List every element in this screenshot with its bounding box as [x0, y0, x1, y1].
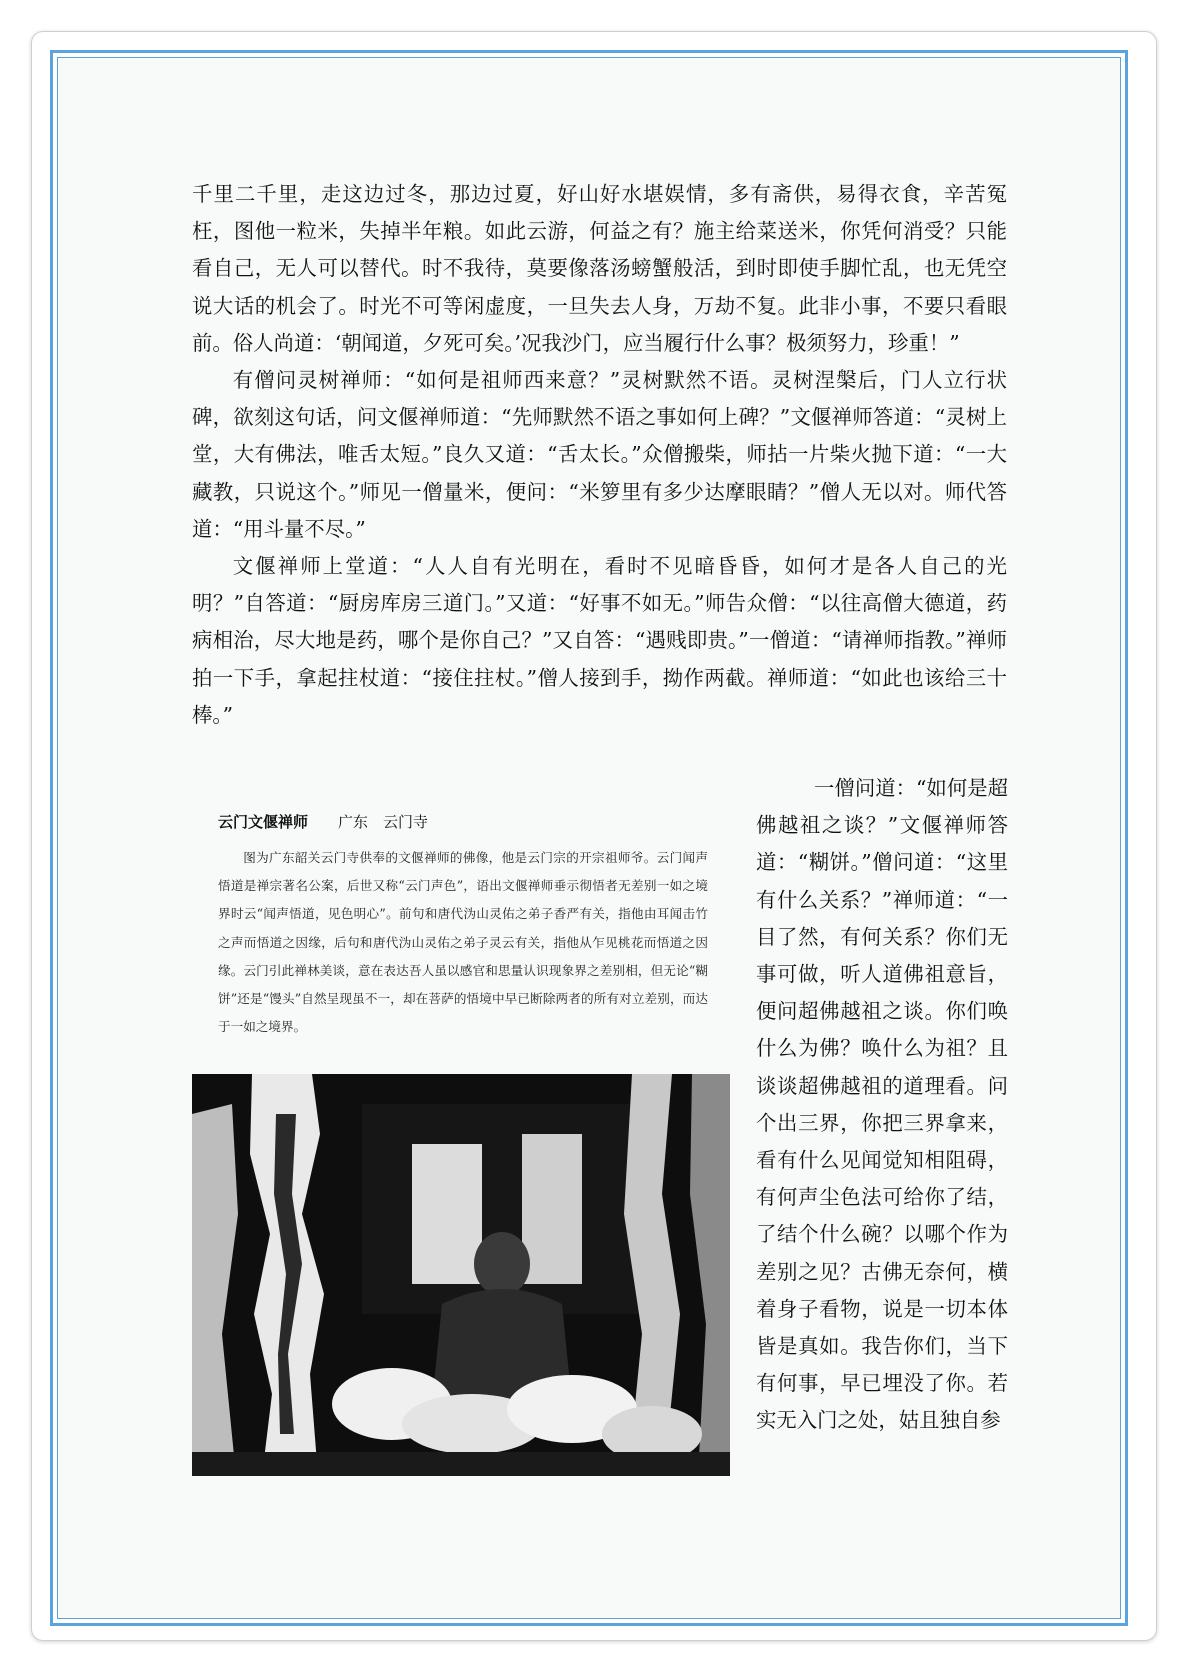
- paragraph-2: 有僧问灵树禅师：“如何是祖师西来意？”灵树默然不语。灵树涅槃后，门人立行状碑，欲刻这句话，问文偃禅师道：“先师默然不语之事如何上碑？”文偃禅师答道：“灵树上堂，大有佛法，唯舌太短。”良久又道：“舌太长。”众僧搬柴，师拈一片柴火抛下道：“一大藏教，只说这个。”师见一僧量米，便问：“米箩里有多少达摩眼睛？”僧人无以对。师代答道：“用斗量不尽。”: [192, 368, 1007, 541]
- side-column-first-line: 一僧问道：“如何是超: [814, 776, 1008, 800]
- paragraph-1: 千里二千里，走这边过冬，那边过夏，好山好水堪娱情，多有斋供，易得衣食，辛苦冤枉，图他一粒米，失掉半年粮。如此云游，何益之有？施主给菜送米，你凭何消受？只能看自己，无人可以替代。时不我待，莫要像落汤螃蟹般活，到时即使手脚忙乱，也无凭空说大话的机会了。时光不可等闲虚度，一旦失去人身，万劫不复。此非小事，不要只看眼前。俗人尚道：‘朝闻道，夕死可矣。’况我沙门，应当履行什么事？极须努力，珍重！”: [192, 182, 1007, 355]
- photo-illustration: [192, 1074, 730, 1476]
- figure-caption: [218, 812, 708, 1041]
- monk-statue-photo: [192, 1074, 730, 1476]
- side-column-text: 佛越祖之谈？”文偃禅师答道：“糊饼。”僧问道：“这里有什么关系？”禅师道：“一目了然，有何关系？你们无事可做，听人道佛祖意旨，便问超佛越祖之谈。你们唤什么为佛？唤什么为祖？且谈谈超佛越祖的道理看。问个出三界，你把三界拿来，看有什么见闻觉知相阻碍，有何声尘色法可给你了结，了结个什么碗？以哪个作为差别之见？古佛无奈何，横着身子看物，说是一切本体皆是真如。我告你们，当下有何事，早已埋没了你。若实无入门之处，姑且独自参: [756, 813, 1008, 1433]
- main-text: [192, 176, 1007, 734]
- figure-location: 广东 云门寺: [338, 813, 429, 831]
- figure-caption-text: 图为广东韶关云门寺供奉的文偃禅师的佛像，他是云门宗的开宗祖师爷。云门闻声悟道是禅宗著名公案，后世又称“云门声色”，语出文偃禅师垂示彻悟者无差别一如之境界时云“闻声悟道，见色明心”。前句和唐代沩山灵佑之弟子香严有关，指他由耳闻击竹之声而悟道之因缘，后句和唐代沩山灵佑之弟子灵云有关，指他从乍见桃花而悟道之因缘。云门引此禅林美谈，意在表达吾人虽以感官和思量认识现象界之差别相，但无论“糊饼”还是“馒头”自然呈现虽不一，却在菩萨的悟境中早已断除两者的所有对立差别，而达于一如之境界。: [218, 850, 708, 1035]
- paragraph-3: 文偃禅师上堂道：“人人自有光明在，看时不见暗昏昏，如何才是各人自己的光明？”自答道：“厨房库房三道门。”又道：“好事不如无。”师告众僧：“以往高僧大德道，药病相治，尽大地是药，哪个是你自己？”又自答：“遇贱即贵。”一僧道：“请禅师指教。”禅师拍一下手，拿起拄杖道：“接住拄杖。”僧人接到手，拗作两截。禅师道：“如此也该给三十棒。”: [192, 554, 1007, 727]
- side-column: [756, 770, 1008, 1440]
- figure-title: 云门文偃禅师: [218, 813, 309, 831]
- figure-title-row: [218, 812, 708, 832]
